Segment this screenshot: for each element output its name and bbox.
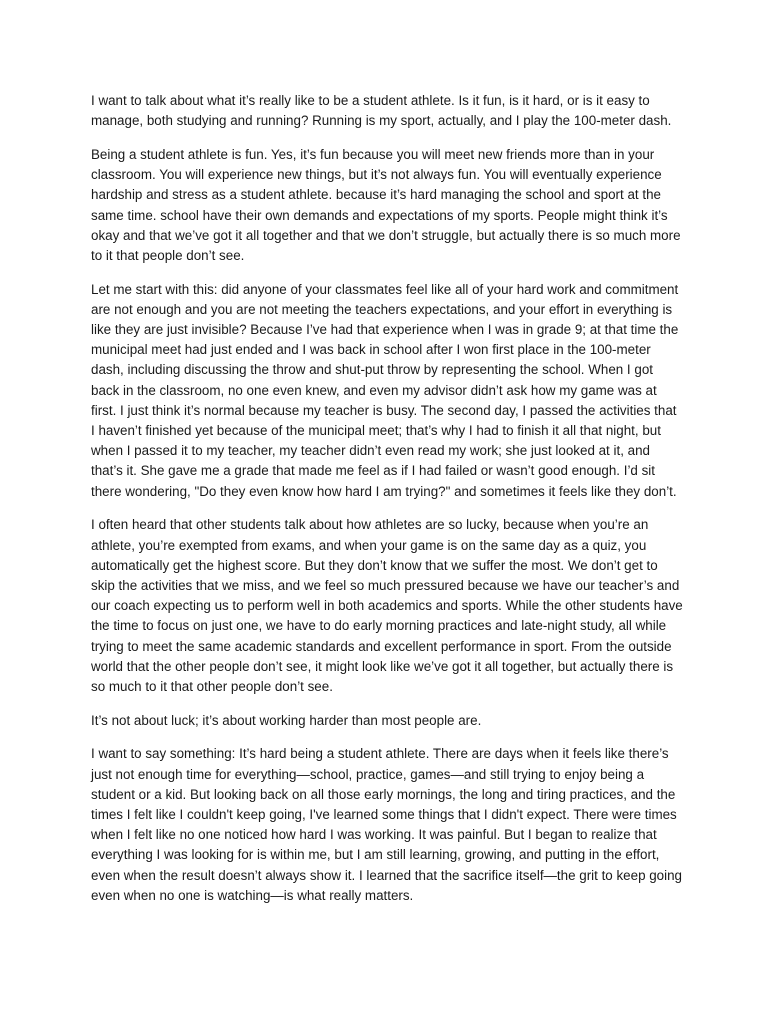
paragraph-2: Being a student athlete is fun. Yes, it’s fun because you will meet new friends more than in your classroom. You will experience new things, but it’s not always fun. You will eventually experience hardship and stress as a student athlete. because it’s hard managing the school and sport at the same time. school have their own demands and expectations of my sports. People might think it’s okay and that we’ve got it all together and that we don’t struggle, but actually there is so much more to it that people don’t see. <box>91 146 681 263</box>
paragraph-4: I often heard that other students talk about how athletes are so lucky, because when you’re an athlete, you’re exempted from exams, and when your game is on the same day as a quiz, you automatically get the highest score. But they don’t know that we suffer the most. We don’t get to skip the activities that we miss, and we feel so much pressured because we have our teacher’s and our coach expecting us to perform well in both academics and sports. While the other students have the time to focus on just one, we have to do early morning practices and late-night study, all while trying to meet the same academic standards and excellent performance in sport. From the outside world that the other people don’t see, it might look like we’ve got it all together, but actually there is so much to it that other people don’t see. <box>91 517 683 694</box>
paragraph-3: Let me start with this: did anyone of your classmates feel like all of your hard work and commitment are not enough and you are not meeting the teachers expectations, and your effort in everything is like they are just invisible? Because I’ve had that experience when I was in grade 9; at that time the municipal meet had just ended and I was back in school after I won first place in the 100-meter dash, including discussing the throw and shut-put throw by representing the school. When I got back in the classroom, no one even knew, and even my advisor didn’t ask how my game was at first. I just think it’s normal because my teacher is busy. The second day, I passed the activities that I haven’t finished yet because of the municipal meet; that’s why I had to finish it all that night, but when I passed it to my teacher, my teacher didn’t even read my work; she just looked at it, and that’s it. She gave me a grade that made me feel as if I had failed or wasn’t good enough. I’d sit there wondering, "Do they even know how hard I am trying?" and sometimes it feels like they don’t. <box>91 281 679 499</box>
paragraph-6: I want to say something: It’s hard being a student athlete. There are days when it feels like there’s just not enough time for everything—school, practice, games—and still trying to enjoy being a student or a kid. But looking back on all those early mornings, the long and tiring practices, and the times I felt like I couldn't keep going, I've learned some things that I didn't expect. There were times when I felt like no one noticed how hard I was working. It was painful. But I began to realize that everything I was looking for is within me, but I am still learning, growing, and putting in the effort, even when the result doesn’t always show it. I learned that the sacrifice itself—the grit to keep going even when no one is watching—is what really matters. <box>91 746 682 903</box>
document-body <box>91 91 683 920</box>
paragraph-1: I want to talk about what it’s really like to be a student athlete. Is it fun, is it hard, or is it easy to manage, both studying and running? Running is my sport, actually, and I play the 100-meter dash. <box>91 93 672 129</box>
paragraph-5: It’s not about luck; it’s about working harder than most people are. <box>91 712 482 728</box>
